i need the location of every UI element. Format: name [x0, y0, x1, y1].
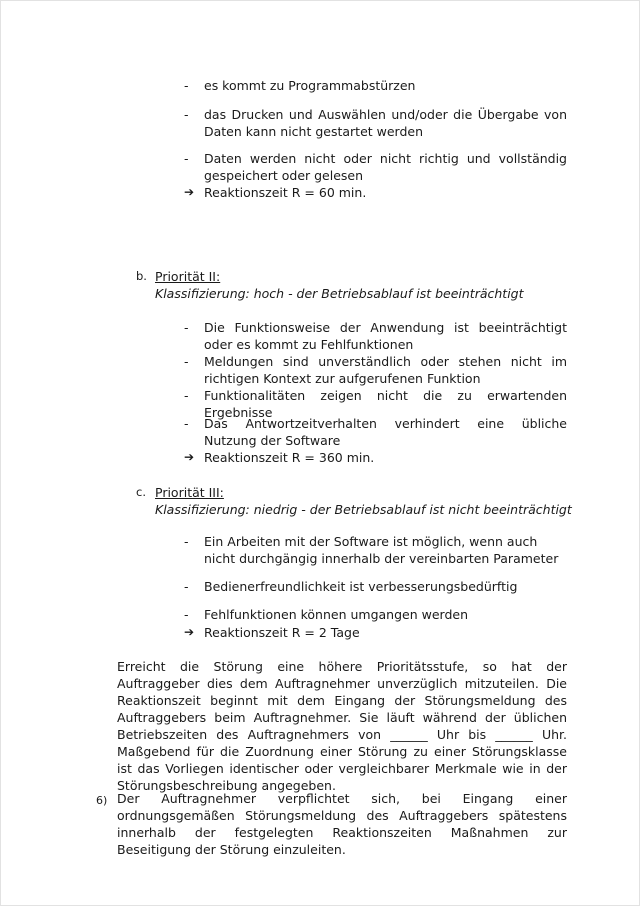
list-item: Meldungen sind unverständlich oder stehen nicht im richtigen Kontext zur aufgerufenen Funktion — [204, 354, 567, 386]
list-item: Funktionalitäten zeigen nicht die zu erwartenden Ergebnisse — [204, 388, 567, 420]
list-item: Bedienerfreundlichkeit ist verbesserungsbedürftig — [204, 579, 518, 594]
list-item: es kommt zu Programmabstürzen — [204, 78, 416, 93]
bullet-dash: - — [184, 107, 189, 122]
list-item: Die Funktionsweise der Anwendung ist beeinträchtigt oder es kommt zu Fehlfunktionen — [204, 320, 567, 352]
list-item: Daten werden nicht oder nicht richtig und vollständig gespeichert oder gelesen — [204, 151, 567, 183]
bullet-dash: - — [184, 320, 189, 335]
reaction-time: Reaktionszeit R = 60 min. — [204, 185, 367, 200]
section-title: Priorität III: — [155, 485, 224, 500]
list-item: Das Antwortzeitverhalten verhindert eine übliche Nutzung der Software — [204, 416, 567, 448]
item-text: Der Auftragnehmer verpflichtet sich, bei Eingang einer ordnungsgemäßen Störungsmeldung des Auftraggebers spätestens innerhalb der festgelegten Reaktionszeiten Maßnahmen zur Beseitigung der Störung einzuleiten. — [117, 791, 567, 857]
list-item: das Drucken und Auswählen und/oder die Übergabe von Daten kann nicht gestartet werden — [204, 107, 567, 139]
reaction-time: Reaktionszeit R = 2 Tage — [204, 625, 360, 640]
bullet-dash: - — [184, 534, 189, 549]
section-classification: Klassifizierung: hoch - der Betriebsablauf ist beeinträchtigt — [155, 286, 524, 301]
bullet-dash: - — [184, 579, 189, 594]
section-letter: b. — [136, 269, 147, 283]
list-item: Ein Arbeiten mit der Software ist möglich, wenn auch nicht durchgängig innerhalb der vereinbarten Parameter — [204, 534, 559, 566]
body-paragraph: Erreicht die Störung eine höhere Prioritätsstufe, so hat der Auftraggeber dies dem Auftragnehmer unverzüglich mitzuteilen. Die Reaktionszeit beginnt mit dem Eingang der Störungsmeldung des Auftraggebers beim Auftragnehmer. Sie läuft während der üblichen Betriebszeiten des Auftragnehmers von ______ Uhr bis ______ Uhr. Maßgebend für die Zuordnung einer Störung zu einer Störungsklasse ist das Vorliegen identischer oder vergleichbarer Merkmale wie in der Störungsbeschreibung angegeben. — [117, 659, 567, 793]
arrow-right-icon: ➔ — [184, 625, 195, 639]
reaction-time: Reaktionszeit R = 360 min. — [204, 450, 375, 465]
bullet-dash: - — [184, 416, 189, 431]
section-classification: Klassifizierung: niedrig - der Betriebsablauf ist nicht beeinträchtigt — [155, 502, 572, 517]
bullet-dash: - — [184, 78, 189, 93]
item-number: 6) — [96, 794, 108, 807]
section-letter: c. — [136, 485, 146, 499]
list-item: Fehlfunktionen können umgangen werden — [204, 607, 468, 622]
bullet-dash: - — [184, 354, 189, 369]
arrow-right-icon: ➔ — [184, 450, 195, 464]
arrow-right-icon: ➔ — [184, 185, 195, 199]
section-title: Priorität II: — [155, 269, 221, 284]
bullet-dash: - — [184, 151, 189, 166]
bullet-dash: - — [184, 388, 189, 403]
bullet-dash: - — [184, 607, 189, 622]
